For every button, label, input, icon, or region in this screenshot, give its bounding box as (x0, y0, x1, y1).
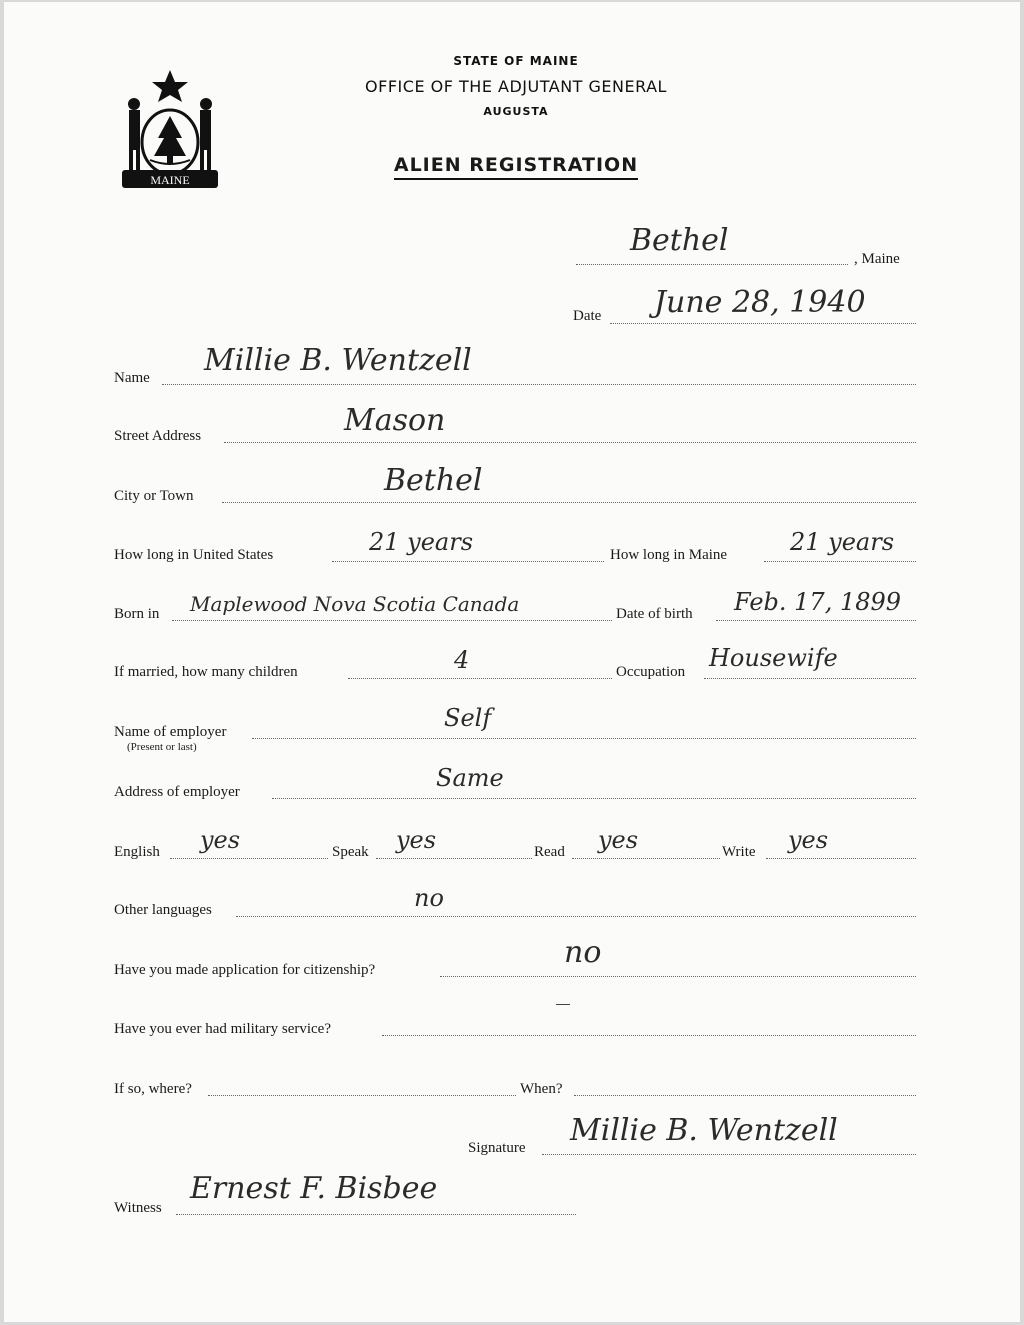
seal-motto: MAINE (150, 173, 190, 187)
military-line (382, 1035, 916, 1036)
header-state: STATE OF MAINE (453, 54, 579, 68)
employer-value: Self (444, 704, 492, 732)
citizenship-label: Have you made application for citizenship? (114, 962, 376, 978)
maine-label: , Maine (854, 251, 900, 267)
where-line (208, 1095, 516, 1096)
how-long-maine-value: 21 years (790, 528, 895, 556)
employer-address-line (272, 798, 916, 799)
employer-label: Name of employer (114, 724, 227, 740)
how-long-maine-label: How long in Maine (610, 547, 728, 563)
speak-value: yes (396, 826, 437, 854)
born-in-line (172, 620, 612, 621)
witness-label: Witness (114, 1200, 162, 1216)
read-value: yes (598, 826, 639, 854)
signature-label: Signature (468, 1140, 526, 1156)
children-value: 4 (454, 646, 470, 674)
speak-line (376, 858, 532, 859)
date-label: Date (573, 308, 602, 324)
when-line (574, 1095, 916, 1096)
other-languages-label: Other languages (114, 902, 212, 918)
date-of-birth-label: Date of birth (616, 606, 693, 622)
children-label: If married, how many children (114, 664, 298, 680)
children-line (348, 678, 612, 679)
city-value: Bethel (384, 463, 483, 498)
city-label: City or Town (114, 488, 194, 504)
date-of-birth-line (716, 620, 916, 621)
occupation-label: Occupation (616, 664, 686, 680)
name-label: Name (114, 370, 150, 386)
employer-address-label: Address of employer (114, 784, 240, 800)
street-line (224, 442, 916, 443)
name-value: Millie B. Wentzell (204, 343, 472, 378)
born-in-label: Born in (114, 606, 160, 622)
english-value: yes (200, 826, 241, 854)
how-long-us-value: 21 years (369, 528, 474, 556)
military-dash (556, 1004, 570, 1005)
signature-value: Millie B. Wentzell (570, 1113, 838, 1148)
other-languages-line (236, 916, 916, 917)
town-line (576, 264, 848, 265)
how-long-us-line (332, 561, 604, 562)
employer-address-value: Same (436, 764, 504, 792)
witness-value: Ernest F. Bisbee (190, 1171, 438, 1206)
occupation-value: Housewife (709, 644, 838, 672)
speak-label: Speak (332, 844, 369, 860)
header-office: OFFICE OF THE ADJUTANT GENERAL (365, 77, 667, 96)
witness-line (176, 1214, 576, 1215)
born-in-value: Maplewood Nova Scotia Canada (190, 592, 520, 616)
citizenship-value: no (564, 935, 602, 970)
date-line (610, 323, 916, 324)
read-label: Read (534, 844, 565, 860)
how-long-us-label: How long in United States (114, 547, 274, 563)
date-of-birth-value: Feb. 17, 1899 (734, 588, 902, 616)
write-label: Write (722, 844, 756, 860)
occupation-line (704, 678, 916, 679)
where-label: If so, where? (114, 1081, 192, 1097)
english-label: English (114, 844, 160, 860)
street-value: Mason (344, 403, 446, 438)
employer-note: (Present or last) (127, 741, 197, 753)
citizenship-line (440, 976, 916, 977)
name-line (162, 384, 916, 385)
when-label: When? (520, 1081, 563, 1097)
signature-line (542, 1154, 916, 1155)
town-value: Bethel (630, 223, 729, 258)
other-languages-value: no (414, 884, 444, 912)
alien-registration-form (4, 2, 1020, 1322)
english-line (170, 858, 328, 859)
military-label: Have you ever had military service? (114, 1021, 331, 1037)
street-label: Street Address (114, 428, 202, 444)
city-line (222, 502, 916, 503)
how-long-maine-line (764, 561, 916, 562)
form-title: ALIEN REGISTRATION (4, 154, 1020, 176)
date-value: June 28, 1940 (654, 285, 866, 320)
read-line (572, 858, 720, 859)
write-line (766, 858, 916, 859)
write-value: yes (788, 826, 829, 854)
employer-line (252, 738, 916, 739)
header-city: AUGUSTA (483, 105, 549, 118)
